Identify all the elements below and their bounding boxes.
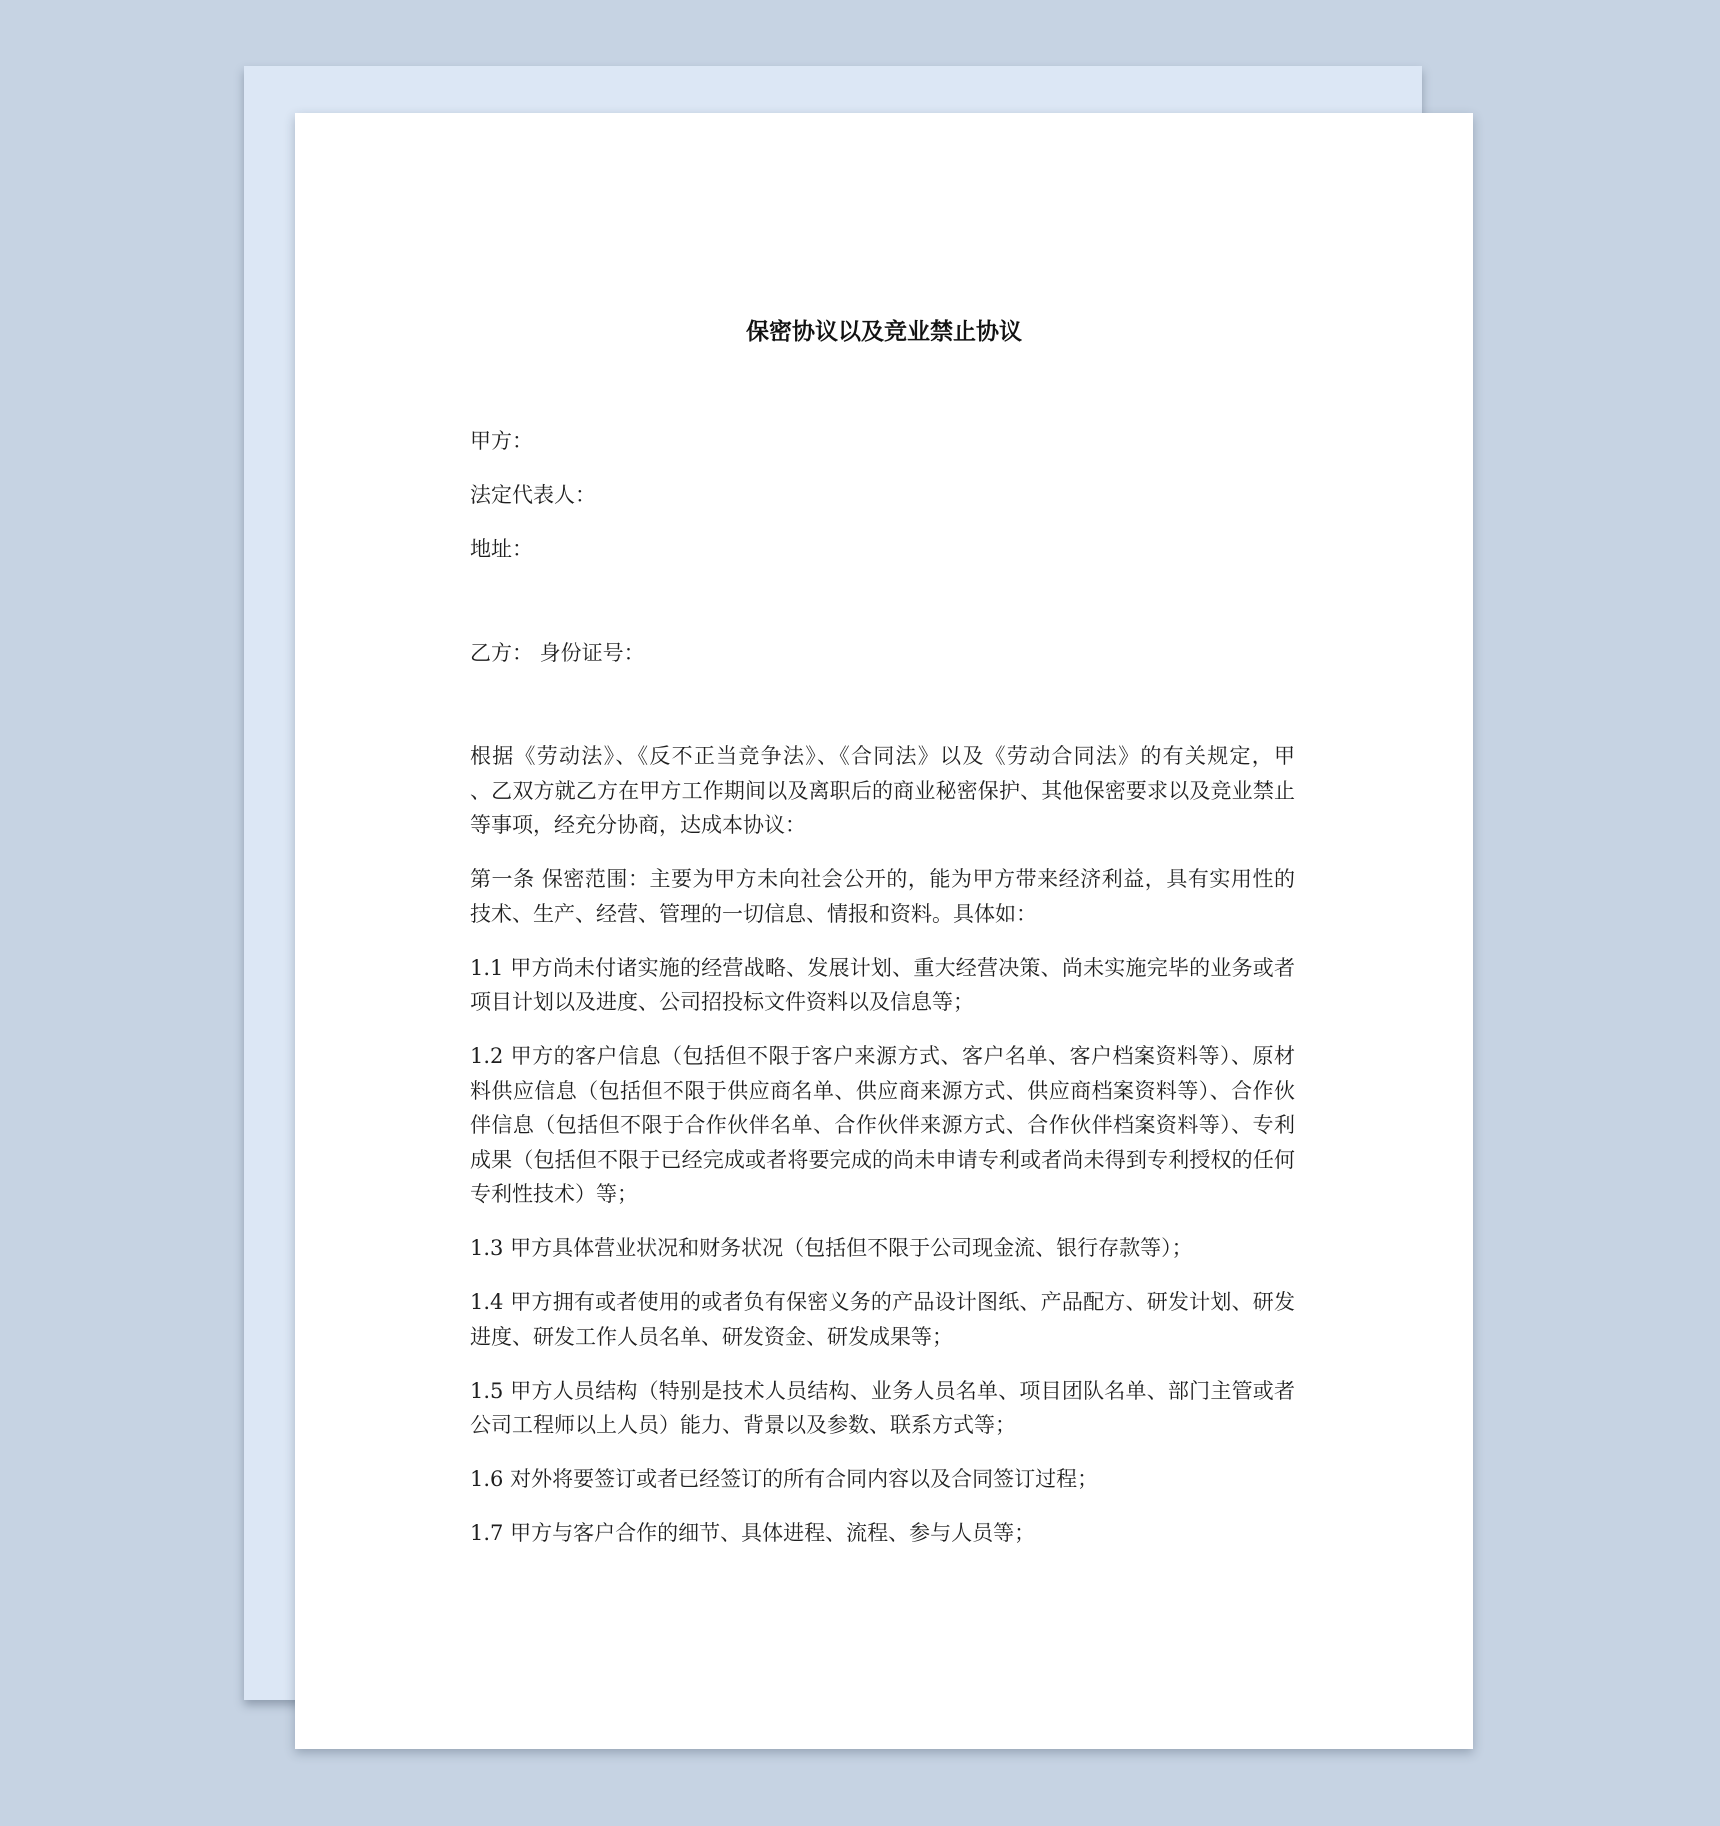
paragraph-clause-1-6 — [470, 1462, 1295, 1497]
text-line: 1.2 甲方的客户信息（包括但不限于客户来源方式、客户名单、客户档案资料等）、原材 — [470, 1044, 1295, 1068]
text-line: 1.3 甲方具体营业状况和财务状况（包括但不限于公司现金流、银行存款等）； — [470, 1236, 1193, 1260]
text-line: 技术、生产、经营、管理的一切信息、情报和资料。具体如： — [470, 901, 1037, 926]
text-line: 根据《劳动法》、《反不正当竞争法》、《合同法》以及《劳动合同法》的有关规定，甲 — [470, 744, 1295, 768]
text-line: 料供应信息（包括但不限于供应商名单、供应商来源方式、供应商档案资料等）、合作伙 — [470, 1078, 1295, 1103]
paragraph-intro — [470, 739, 1295, 843]
text-line: 1.4 甲方拥有或者使用的或者负有保密义务的产品设计图纸、产品配方、研发计划、研发 — [470, 1290, 1295, 1314]
party-a-label: 甲方： — [470, 429, 533, 453]
party-a-field — [470, 424, 1295, 459]
text-line: 成果（包括但不限于已经完成或者将要完成的尚未申请专利或者尚未得到专利授权的任何 — [470, 1147, 1295, 1172]
legal-rep-label: 法定代表人： — [470, 483, 596, 507]
text-line: 进度、研发工作人员名单、研发资金、研发成果等； — [470, 1324, 953, 1349]
text-line: 1.1 甲方尚未付诸实施的经营战略、发展计划、重大经营决策、尚未实施完毕的业务或者 — [470, 955, 1295, 980]
paragraph-article-1 — [470, 862, 1295, 931]
paragraph-clause-1-7 — [470, 1516, 1295, 1551]
text-line: 公司工程师以上人员）能力、背景以及参数、联系方式等； — [470, 1413, 1016, 1437]
text-line: 等事项，经充分协商，达成本协议： — [470, 813, 806, 837]
text-line: 1.5 甲方人员结构（特别是技术人员结构、业务人员名单、项目团队名单、部门主管或者 — [470, 1378, 1295, 1403]
document-title: 保密协议以及竞业禁止协议 — [746, 319, 1022, 345]
text-line: 专利性技术）等； — [470, 1182, 638, 1206]
text-line: 、乙双方就乙方在甲方工作期间以及离职后的商业秘密保护、其他保密要求以及竞业禁止 — [470, 778, 1295, 803]
text-line: 第一条 保密范围：主要为甲方未向社会公开的，能为甲方带来经济利益，具有实用性的 — [470, 867, 1295, 891]
text-line: 1.7 甲方与客户合作的细节、具体进程、流程、参与人员等； — [470, 1521, 1036, 1545]
text-line: 项目计划以及进度、公司招投标文件资料以及信息等； — [470, 990, 974, 1014]
paragraph-clause-1-4 — [470, 1285, 1295, 1354]
legal-rep-field — [470, 478, 1295, 513]
address-field — [470, 532, 1295, 567]
document-body — [470, 424, 1295, 1570]
paragraph-clause-1-1 — [470, 951, 1295, 1020]
address-label: 地址： — [470, 537, 533, 561]
party-b-label: 乙方： 身份证号： — [470, 640, 645, 665]
document-page — [295, 113, 1473, 1749]
paragraph-clause-1-2 — [470, 1039, 1295, 1212]
party-b-field — [470, 636, 1295, 671]
paragraph-clause-1-5 — [470, 1374, 1295, 1443]
paragraph-clause-1-3 — [470, 1231, 1295, 1266]
text-line: 1.6 对外将要签订或者已经签订的所有合同内容以及合同签订过程； — [470, 1467, 1099, 1491]
text-line: 伴信息（包括但不限于合作伙伴名单、合作伙伴来源方式、合作伙伴档案资料等）、专利 — [470, 1113, 1295, 1137]
